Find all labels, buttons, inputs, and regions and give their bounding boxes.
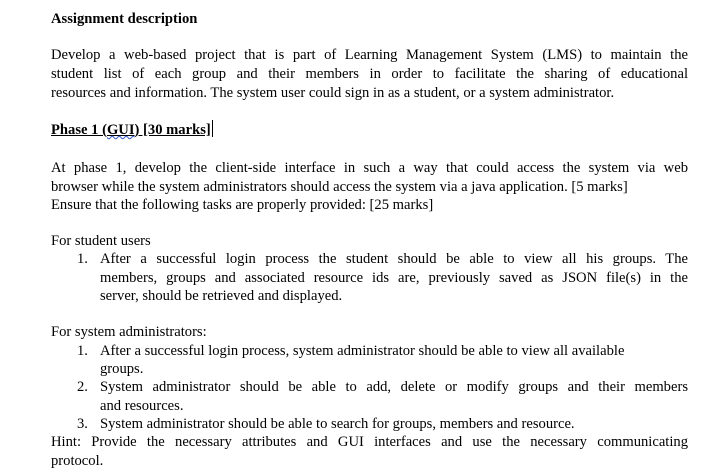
student-item-1-line-3: server, should be retrieved and displayed.: [100, 288, 343, 304]
student-section-label: For student users: [51, 233, 151, 249]
phase-text-line-3: Ensure that the following tasks are properly provided: [25 marks]: [51, 197, 434, 213]
admin-item-2-line-2: and resources.: [100, 398, 184, 414]
hint-line-2: protocol.: [51, 453, 104, 469]
phase-heading-suffix: ) [30 marks]: [134, 122, 211, 138]
student-item-1-line-2: members, groups and associated resource ids are, previously saved as JSON file(s) in the: [100, 270, 688, 286]
student-item-1-number: 1.: [77, 251, 88, 267]
document-title: Assignment description: [51, 11, 198, 27]
phase-text-line-1: At phase 1, develop the client-side interface in such a way that could access the system via web: [51, 160, 688, 176]
admin-item-2-number: 2.: [77, 379, 88, 395]
admin-item-3-number: 3.: [77, 416, 88, 432]
hint-line-1: Hint: Provide the necessary attributes and GUI interfaces and use the necessary communicating: [51, 434, 688, 450]
phase-heading: [51, 120, 213, 140]
student-item-1-line-1: After a successful login process the student should be able to view all his groups. The: [100, 251, 688, 267]
phase-heading-prefix: Phase 1 (: [51, 122, 107, 138]
admin-item-1-line-2: groups.: [100, 361, 144, 377]
admin-item-1-number: 1.: [77, 343, 88, 359]
intro-line-2: student list of each group and their members in order to facilitate the sharing of educational: [51, 66, 688, 82]
phase-heading-gui: GUI: [106, 122, 135, 138]
text-cursor: [212, 120, 213, 137]
admin-item-1-line-1: After a successful login process, system administrator should be able to view all available: [100, 343, 625, 359]
admin-item-3-line-1: System administrator should be able to search for groups, members and resource.: [100, 416, 575, 432]
admin-item-2-line-1: System administrator should be able to add, delete or modify groups and their members: [100, 379, 688, 395]
intro-line-1: Develop a web-based project that is part of Learning Management System (LMS) to maintain the: [51, 47, 688, 63]
phase-text-line-2: browser while the system administrators should access the system via a java application. [5 marks]: [51, 179, 628, 195]
admin-section-label: For system administrators:: [51, 324, 207, 340]
intro-line-3: resources and information. The system user could sign in as a student, or a system administrator.: [51, 85, 615, 101]
